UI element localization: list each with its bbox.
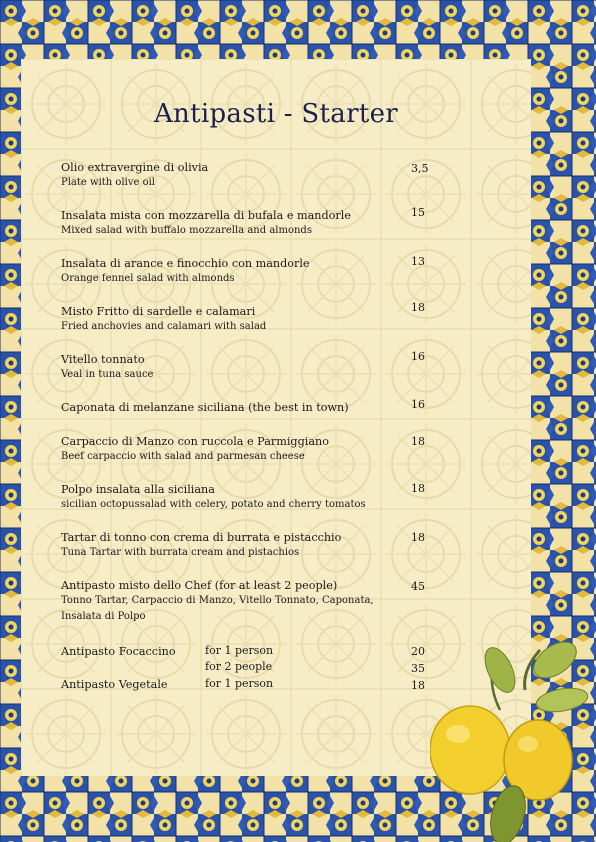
item-price: 18: [411, 531, 425, 544]
item-price: 16: [411, 398, 425, 411]
item-name: Insalata di arance e finocchio con mandorle: [61, 257, 310, 270]
item-description: Plate with olive oil: [61, 177, 155, 188]
item-price: 15: [411, 206, 425, 219]
item-name: Antipasto Vegetale: [61, 678, 168, 691]
item-name: Olio extravergine di olivia: [61, 161, 209, 174]
menu-item: [61, 256, 431, 287]
item-name: Polpo insalata alla siciliana: [61, 483, 215, 496]
item-price: 16: [411, 350, 425, 363]
item-price: 35: [411, 662, 425, 675]
menu-item: [61, 482, 431, 513]
menu-item: [61, 304, 431, 335]
item-name: Caponata di melanzane siciliana (the best in town): [61, 401, 349, 414]
item-description: Orange fennel salad with almonds: [61, 273, 235, 284]
item-description: Fried anchovies and calamari with salad: [61, 321, 267, 332]
menu-item: [61, 578, 431, 624]
item-price: 18: [411, 435, 425, 448]
page-title: Antipasti - Starter: [153, 99, 398, 129]
item-description: Tuna Tartar with burrata cream and pistachios: [61, 547, 300, 558]
item-price: 13: [411, 255, 425, 268]
item-name: Vitello tonnato: [61, 353, 145, 366]
item-price: 3,5: [411, 162, 429, 175]
menu-item: [61, 400, 431, 415]
menu-item: [61, 208, 431, 239]
item-description: sicilian octopussalad with celery, potato and cherry tomatos: [61, 499, 366, 510]
menu-item: [61, 352, 431, 383]
item-description: Beef carpaccio with salad and parmesan cheese: [61, 451, 305, 462]
item-price: 20: [411, 645, 425, 658]
portion-option: for 2 people: [205, 660, 273, 673]
item-price: 45: [411, 580, 425, 593]
item-price: 18: [411, 301, 425, 314]
item-name: Tartar di tonno con crema di burrata e pistacchio: [61, 531, 342, 544]
item-name: Carpaccio di Manzo con ruccola e Parmiggiano: [61, 435, 329, 448]
item-price: 18: [411, 679, 425, 692]
item-name: Misto Fritto di sardelle e calamari: [61, 305, 256, 318]
portion-option: for 1 person: [205, 644, 274, 657]
item-name: Insalata mista con mozzarella di bufala e mandorle: [61, 209, 351, 222]
item-name: Antipasto misto dello Chef (for at least 2 people): [61, 579, 338, 592]
menu-item: [61, 160, 431, 191]
item-description: Mixed salad with buffalo mozzarella and almonds: [61, 225, 312, 236]
menu-item: [61, 434, 431, 465]
item-description: Veal in tuna sauce: [61, 369, 154, 380]
menu-item: [61, 530, 431, 561]
portion-option: for 1 person: [205, 677, 274, 690]
item-price: 18: [411, 482, 425, 495]
lemon-branch-illustration: [430, 630, 590, 842]
item-description-continued: Insalata di Polpo: [61, 610, 146, 622]
item-name: Antipasto Focaccino: [61, 645, 176, 658]
item-description: Tonno Tartar, Carpaccio di Manzo, Vitello Tonnato, Caponata,: [61, 595, 374, 606]
